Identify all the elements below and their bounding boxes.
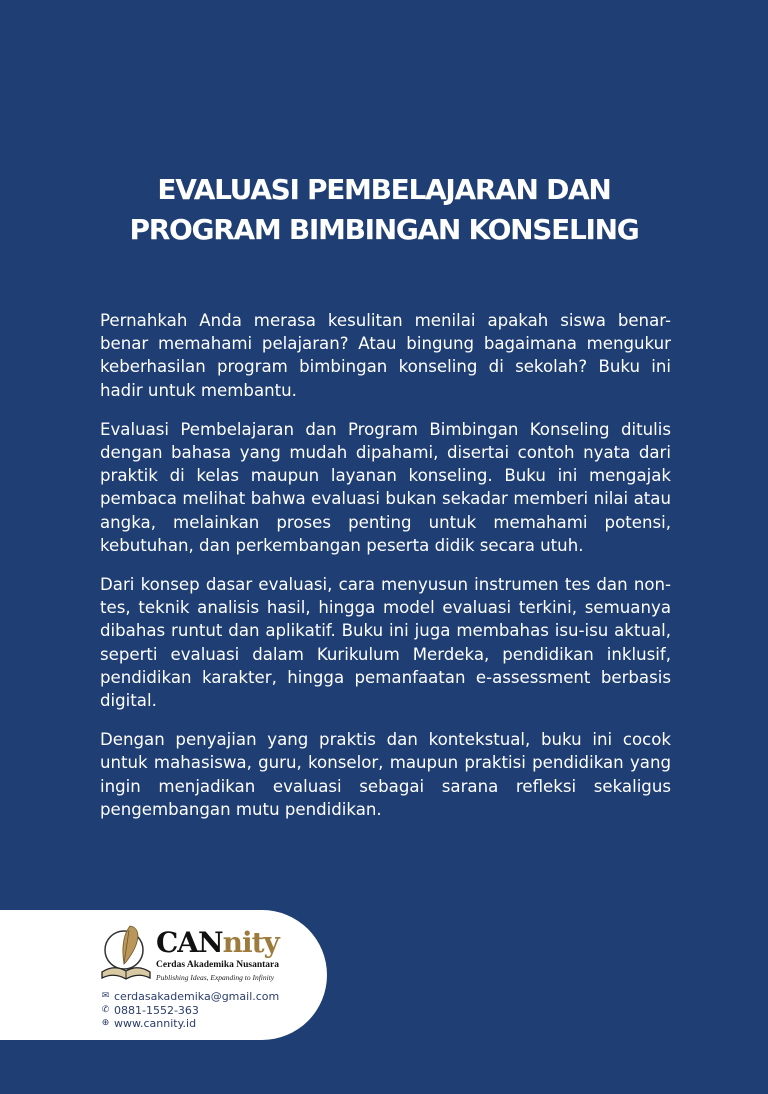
paragraph: Dengan penyajian yang praktis dan kontekstual, buku ini cocok untuk mahasiswa, guru, konselor, maupun praktisi pendidikan yang ingin menjadikan evaluasi sebagai sarana refleksi sekaligus pengembangan mutu pendidikan. — [100, 730, 671, 819]
book-description — [100, 309, 671, 837]
contact-info — [100, 990, 279, 1031]
email-row — [100, 990, 279, 1004]
phone-icon: ✆ — [101, 1004, 110, 1015]
publisher-name: Cerdas Akademika Nusantara — [156, 960, 279, 970]
website-text[interactable]: www.cannity.id — [114, 1017, 197, 1030]
website-row — [100, 1017, 279, 1031]
paragraph: Evaluasi Pembelajaran dan Program Bimbingan Konseling ditulis dengan bahasa yang mudah dipahami, disertai contoh nyata dari praktik di kelas maupun layanan konseling. Buku ini mengajak pembaca melihat bahwa evaluasi bukan sekadar memberi nilai atau angka, melainkan proses penting untuk memahami potensi, kebutuhan, dan perkembangan peserta didik secara utuh. — [100, 419, 671, 555]
publisher-panel — [0, 910, 327, 1040]
phone-text: 0881-1552-363 — [114, 1003, 199, 1017]
globe-icon: ⊕ — [101, 1018, 110, 1028]
brand-logo-text: CANnity — [156, 926, 279, 959]
feather-book-logo-icon — [100, 924, 152, 982]
phone-row — [100, 1004, 279, 1018]
mail-icon: ✉ — [101, 991, 110, 1001]
title-line-1: EVALUASI PEMBELAJARAN DAN — [157, 173, 611, 206]
paragraph: Dari konsep dasar evaluasi, cara menyusun instrumen tes dan non-tes, teknik analisis hasil, hingga model evaluasi terkini, semuanya dibahas runtut dan aplikatif. Buku ini juga membahas isu-isu aktual, seperti evaluasi dalam Kurikulum Merdeka, pendidikan inklusif, pendidikan karakter, hingga pemanfaatan e-assessment berbasis digital. — [100, 575, 671, 711]
email-text[interactable]: cerdasakademika@gmail.com — [114, 990, 280, 1003]
book-title — [0, 170, 768, 250]
title-line-2: PROGRAM BIMBINGAN KONSELING — [129, 213, 639, 246]
paragraph: Pernahkah Anda merasa kesulitan menilai apakah siswa benar-benar memahami pelajaran? Atau bingung bagaimana mengukur keberhasilan program bimbingan konseling di sekolah? Buku ini hadir untuk membantu. — [100, 311, 671, 400]
publisher-tagline: Publishing Ideas, Expanding to Infinity — [156, 973, 275, 982]
